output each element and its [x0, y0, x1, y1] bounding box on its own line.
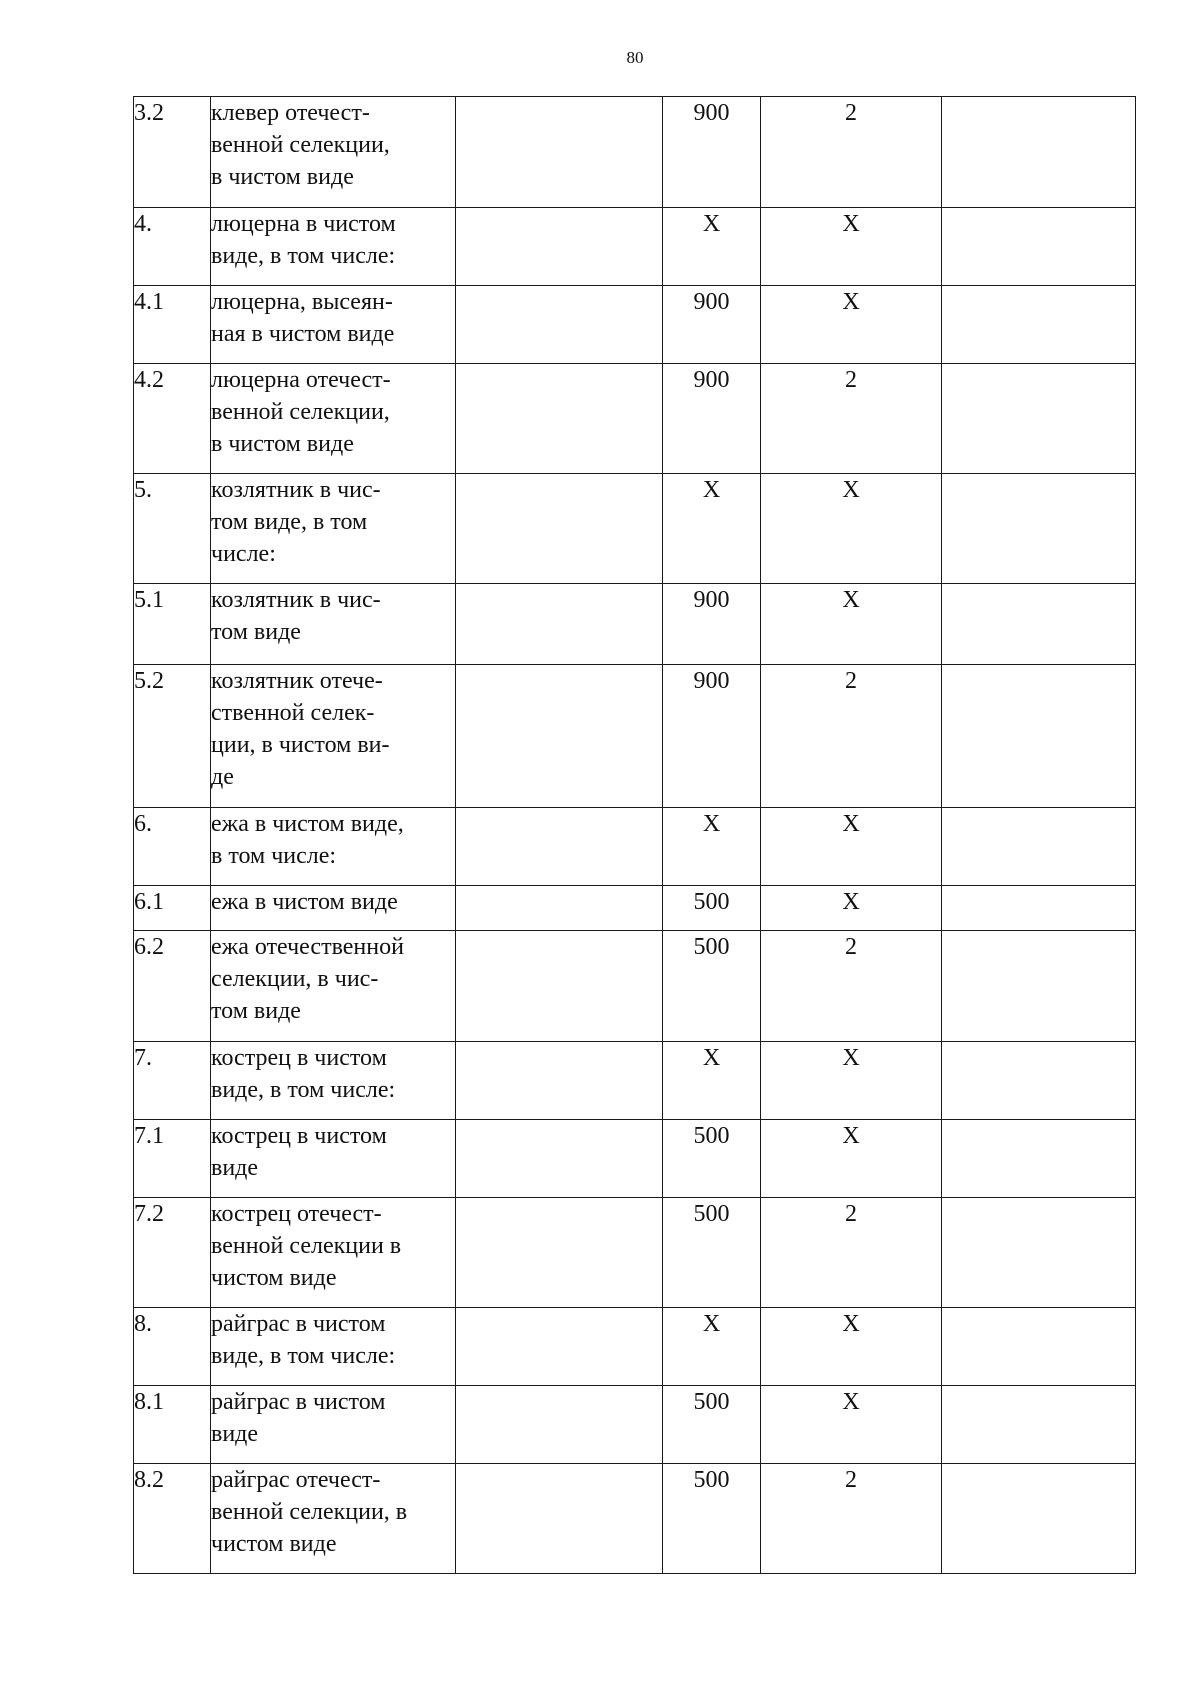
row-coefficient: 2 — [761, 931, 942, 1042]
row-number: 4.1 — [134, 286, 211, 364]
table-row — [134, 1042, 1136, 1120]
row-crop-name: люцерна отечест- венной селекции, в чистом виде — [211, 364, 456, 474]
row-empty-cell — [942, 1386, 1136, 1464]
row-empty-cell — [942, 931, 1136, 1042]
row-crop-name: ежа отечественной селекции, в чис- том виде — [211, 931, 456, 1042]
row-empty-cell — [942, 97, 1136, 208]
row-coefficient: X — [761, 286, 942, 364]
row-crop-name: люцерна в чистом виде, в том числе: — [211, 208, 456, 286]
row-coefficient: 2 — [761, 97, 942, 208]
row-number: 4.2 — [134, 364, 211, 474]
row-price: 900 — [663, 97, 761, 208]
row-coefficient: 2 — [761, 364, 942, 474]
row-number: 8.1 — [134, 1386, 211, 1464]
row-price: X — [663, 808, 761, 886]
row-coefficient: 2 — [761, 1198, 942, 1308]
row-price: 500 — [663, 931, 761, 1042]
row-empty-cell — [942, 208, 1136, 286]
row-number: 5. — [134, 474, 211, 584]
row-crop-name: козлятник отече- ственной селек- ции, в чистом ви- де — [211, 665, 456, 808]
row-coefficient: 2 — [761, 665, 942, 808]
row-number: 5.1 — [134, 584, 211, 665]
row-number: 5.2 — [134, 665, 211, 808]
seed-table — [133, 96, 1136, 1574]
row-empty-cell — [456, 208, 663, 286]
row-price: X — [663, 1042, 761, 1120]
row-empty-cell — [456, 808, 663, 886]
row-empty-cell — [456, 364, 663, 474]
row-empty-cell — [942, 1464, 1136, 1574]
table-row — [134, 1464, 1136, 1574]
table-row — [134, 886, 1136, 931]
row-empty-cell — [456, 474, 663, 584]
row-empty-cell — [942, 474, 1136, 584]
row-crop-name: райграс отечест- венной селекции, в чистом виде — [211, 1464, 456, 1574]
table-row — [134, 584, 1136, 665]
row-number: 8. — [134, 1308, 211, 1386]
row-empty-cell — [456, 1308, 663, 1386]
row-empty-cell — [456, 1120, 663, 1198]
row-empty-cell — [456, 1464, 663, 1574]
row-number: 3.2 — [134, 97, 211, 208]
row-coefficient: X — [761, 208, 942, 286]
row-empty-cell — [942, 364, 1136, 474]
row-price: 500 — [663, 1464, 761, 1574]
row-empty-cell — [942, 886, 1136, 931]
row-number: 7. — [134, 1042, 211, 1120]
row-empty-cell — [456, 97, 663, 208]
row-coefficient: X — [761, 1386, 942, 1464]
row-coefficient: X — [761, 1308, 942, 1386]
row-coefficient: X — [761, 474, 942, 584]
row-empty-cell — [942, 1042, 1136, 1120]
row-number: 6.2 — [134, 931, 211, 1042]
row-price: 500 — [663, 1386, 761, 1464]
row-crop-name: козлятник в чис- том виде — [211, 584, 456, 665]
row-price: 900 — [663, 584, 761, 665]
row-crop-name: кострец отечест- венной селекции в чистом виде — [211, 1198, 456, 1308]
row-empty-cell — [942, 808, 1136, 886]
row-number: 4. — [134, 208, 211, 286]
table-row — [134, 474, 1136, 584]
table-row — [134, 1120, 1136, 1198]
table-row — [134, 208, 1136, 286]
table-body — [134, 97, 1136, 1574]
row-empty-cell — [456, 1386, 663, 1464]
row-number: 7.1 — [134, 1120, 211, 1198]
row-price: X — [663, 1308, 761, 1386]
row-coefficient: X — [761, 808, 942, 886]
row-price: 500 — [663, 1198, 761, 1308]
row-price: 500 — [663, 1120, 761, 1198]
table-row — [134, 286, 1136, 364]
row-crop-name: кострец в чистом виде, в том числе: — [211, 1042, 456, 1120]
table-row — [134, 364, 1136, 474]
table-row — [134, 1198, 1136, 1308]
row-crop-name: ежа в чистом виде, в том числе: — [211, 808, 456, 886]
row-empty-cell — [456, 886, 663, 931]
row-coefficient: X — [761, 1120, 942, 1198]
row-empty-cell — [942, 1198, 1136, 1308]
row-coefficient: X — [761, 584, 942, 665]
row-price: 900 — [663, 665, 761, 808]
row-crop-name: кострец в чистом виде — [211, 1120, 456, 1198]
row-number: 6.1 — [134, 886, 211, 931]
row-empty-cell — [942, 665, 1136, 808]
row-crop-name: козлятник в чис- том виде, в том числе: — [211, 474, 456, 584]
row-price: 500 — [663, 886, 761, 931]
table-row — [134, 1308, 1136, 1386]
row-number: 7.2 — [134, 1198, 211, 1308]
row-empty-cell — [942, 584, 1136, 665]
row-price: X — [663, 474, 761, 584]
row-empty-cell — [456, 1042, 663, 1120]
row-empty-cell — [456, 1198, 663, 1308]
row-number: 8.2 — [134, 1464, 211, 1574]
table-row — [134, 808, 1136, 886]
row-price: 900 — [663, 364, 761, 474]
row-crop-name: райграс в чистом виде, в том числе: — [211, 1308, 456, 1386]
table-row — [134, 665, 1136, 808]
table-row — [134, 97, 1136, 208]
table-row — [134, 1386, 1136, 1464]
row-empty-cell — [942, 1120, 1136, 1198]
page-number: 80 — [626, 48, 644, 67]
row-crop-name: райграс в чистом виде — [211, 1386, 456, 1464]
row-price: 900 — [663, 286, 761, 364]
row-empty-cell — [456, 584, 663, 665]
row-number: 6. — [134, 808, 211, 886]
row-price: X — [663, 208, 761, 286]
row-crop-name: люцерна, высеян- ная в чистом виде — [211, 286, 456, 364]
row-empty-cell — [456, 665, 663, 808]
row-empty-cell — [942, 1308, 1136, 1386]
row-empty-cell — [942, 286, 1136, 364]
row-coefficient: 2 — [761, 1464, 942, 1574]
row-crop-name: клевер отечест- венной селекции, в чистом виде — [211, 97, 456, 208]
row-coefficient: X — [761, 886, 942, 931]
row-empty-cell — [456, 931, 663, 1042]
row-empty-cell — [456, 286, 663, 364]
row-crop-name: ежа в чистом виде — [211, 886, 456, 931]
row-coefficient: X — [761, 1042, 942, 1120]
table-row — [134, 931, 1136, 1042]
